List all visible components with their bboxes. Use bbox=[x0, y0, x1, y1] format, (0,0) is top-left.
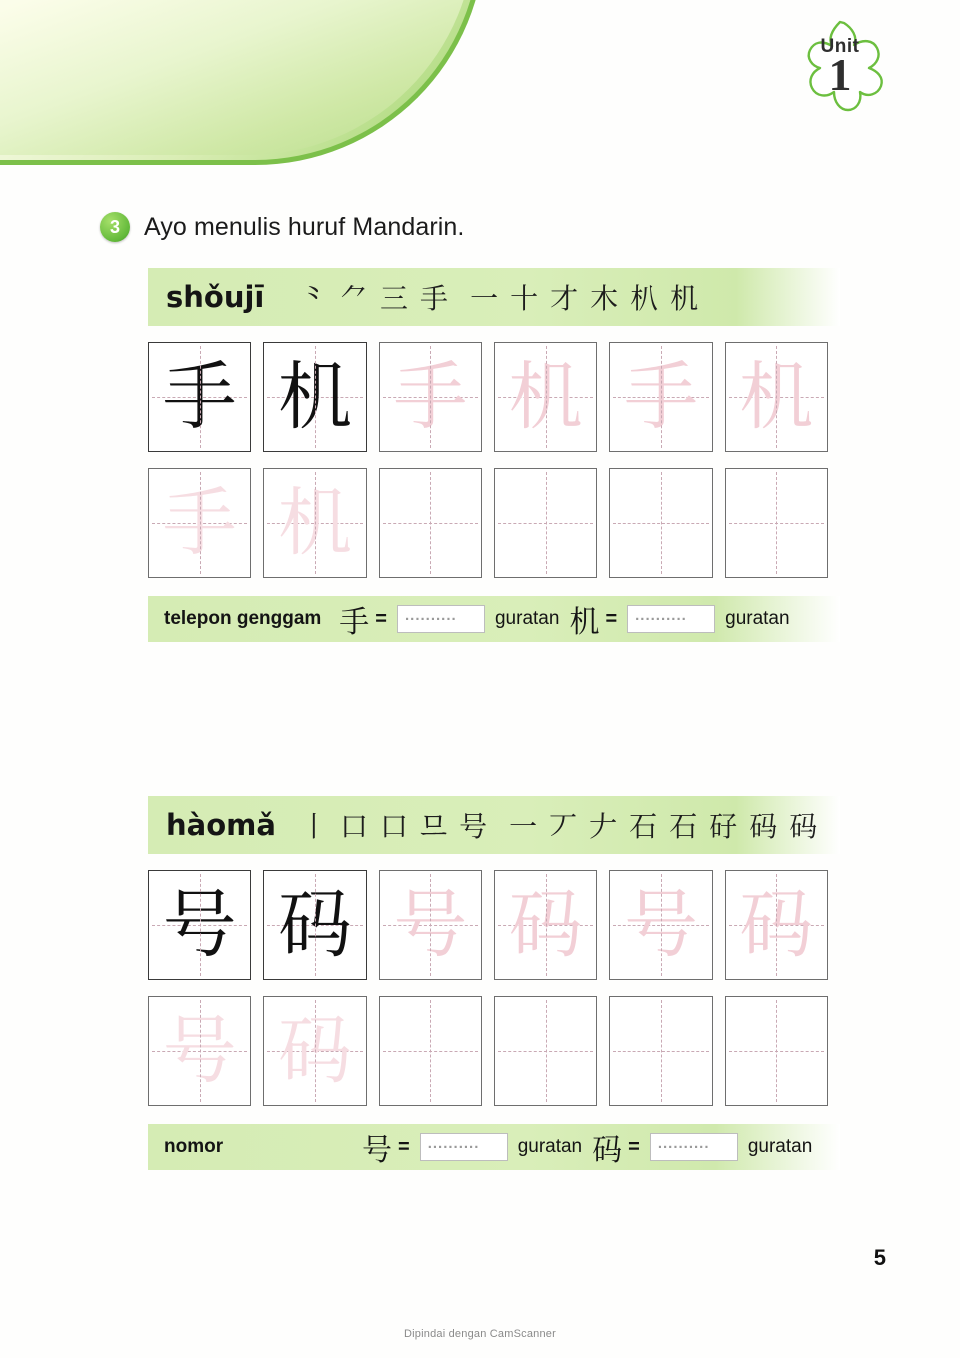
cell-character: 手 bbox=[623, 354, 698, 440]
stroke-step: 号 bbox=[459, 810, 488, 843]
stroke-step: ⺀ bbox=[300, 282, 329, 315]
decorative-green-blob bbox=[0, 0, 485, 165]
equals-sign-2: = bbox=[605, 607, 618, 630]
cell-character: 号 bbox=[162, 1008, 237, 1094]
equals-sign-1: = bbox=[398, 1135, 410, 1158]
cell-character: 码 bbox=[277, 882, 352, 968]
cell-character bbox=[495, 469, 596, 577]
character-1: 号 bbox=[362, 1133, 392, 1168]
tracing-cell[interactable] bbox=[494, 870, 597, 980]
tracing-cell[interactable] bbox=[494, 468, 597, 578]
cell-character: 手 bbox=[162, 480, 237, 566]
stroke-step: ⺈ bbox=[340, 282, 369, 315]
stroke-step: 丆 bbox=[549, 810, 578, 843]
meaning-label: nomor bbox=[164, 1136, 224, 1157]
stroke-count-strip bbox=[148, 596, 840, 642]
stroke-step: 口 bbox=[340, 810, 369, 843]
cell-character: 号 bbox=[162, 882, 237, 968]
pinyin-label: hàomǎ bbox=[166, 808, 276, 842]
unit-label-1: guratan bbox=[494, 608, 560, 629]
tracing-cell[interactable] bbox=[148, 342, 251, 452]
cell-character bbox=[726, 997, 827, 1105]
stroke-step: 机 bbox=[670, 282, 699, 315]
stroke-order-sequence bbox=[300, 805, 817, 845]
tracing-cell[interactable] bbox=[609, 468, 712, 578]
task-instruction: Ayo menulis huruf Mandarin. bbox=[144, 212, 465, 241]
tracing-cell[interactable] bbox=[148, 870, 251, 980]
cell-character bbox=[726, 469, 827, 577]
scan-watermark: Dipindai dengan CamScanner bbox=[404, 1328, 556, 1340]
tracing-cell[interactable] bbox=[148, 996, 251, 1106]
cell-character bbox=[610, 469, 711, 577]
practice-block-shouji bbox=[148, 268, 840, 642]
stroke-step: 三 bbox=[380, 282, 409, 315]
stroke-step: 𠂇 bbox=[589, 810, 618, 843]
task-heading bbox=[100, 212, 464, 242]
equals-sign-2: = bbox=[628, 1135, 640, 1158]
cell-character: 手 bbox=[393, 354, 468, 440]
pinyin-label: shǒujī bbox=[166, 280, 265, 314]
unit-number: 1 bbox=[828, 49, 852, 100]
cell-character: 机 bbox=[277, 480, 352, 566]
practice-block-haoma bbox=[148, 796, 840, 1170]
unit-label-2: guratan bbox=[747, 1136, 813, 1157]
tracing-cell[interactable] bbox=[263, 342, 366, 452]
cell-character: 码 bbox=[739, 882, 814, 968]
task-number-badge: 3 bbox=[100, 212, 130, 242]
stroke-step: 码 bbox=[749, 810, 778, 843]
stroke-count-input-1[interactable] bbox=[397, 605, 485, 633]
cell-character bbox=[495, 997, 596, 1105]
tracing-cell[interactable] bbox=[725, 342, 828, 452]
stroke-order-sequence bbox=[300, 277, 698, 317]
tracing-cell[interactable] bbox=[725, 996, 828, 1106]
stroke-count-input-1[interactable] bbox=[420, 1133, 508, 1161]
stroke-count-input-2[interactable] bbox=[650, 1133, 738, 1161]
stroke-step: 木 bbox=[590, 282, 619, 315]
stroke-count-strip bbox=[148, 1124, 840, 1170]
character-2: 机 bbox=[569, 605, 600, 640]
stroke-step: 石 bbox=[629, 810, 658, 843]
tracing-cell[interactable] bbox=[263, 996, 366, 1106]
unit-label: Unit bbox=[820, 36, 860, 57]
tracing-cell[interactable] bbox=[609, 996, 712, 1106]
unit-label-2: guratan bbox=[725, 608, 790, 629]
tracing-cell[interactable] bbox=[609, 342, 712, 452]
character-2: 码 bbox=[592, 1133, 623, 1168]
tracing-cell[interactable] bbox=[609, 870, 712, 980]
stroke-step: 므 bbox=[420, 810, 448, 843]
meaning-label: telepon genggam bbox=[164, 608, 322, 629]
tracing-cell[interactable] bbox=[379, 996, 482, 1106]
tracing-cell[interactable] bbox=[263, 468, 366, 578]
tracing-row bbox=[148, 870, 840, 980]
cell-character: 机 bbox=[508, 354, 583, 440]
unit-badge bbox=[792, 14, 888, 122]
cell-character bbox=[380, 997, 481, 1105]
stroke-step: 才 bbox=[550, 282, 579, 315]
tracing-cell[interactable] bbox=[263, 870, 366, 980]
stroke-count-input-2[interactable] bbox=[627, 605, 715, 633]
pinyin-banner bbox=[148, 268, 840, 326]
cell-character bbox=[380, 469, 481, 577]
stroke-step: 手 bbox=[420, 282, 449, 315]
equals-sign-1: = bbox=[375, 607, 387, 630]
stroke-step: 十 bbox=[510, 282, 539, 315]
tracing-cell[interactable] bbox=[379, 468, 482, 578]
cell-character: 号 bbox=[393, 882, 468, 968]
cell-character: 码 bbox=[508, 882, 583, 968]
stroke-step: 一 bbox=[470, 282, 499, 315]
tracing-row bbox=[148, 342, 840, 452]
cell-character: 机 bbox=[277, 354, 352, 440]
tracing-cell[interactable] bbox=[379, 342, 482, 452]
stroke-step: 码 bbox=[789, 810, 818, 843]
tracing-cell[interactable] bbox=[494, 996, 597, 1106]
tracing-row bbox=[148, 996, 840, 1106]
stroke-step: 一 bbox=[509, 810, 538, 843]
tracing-cell[interactable] bbox=[379, 870, 482, 980]
tracing-cell[interactable] bbox=[725, 468, 828, 578]
tracing-cell[interactable] bbox=[494, 342, 597, 452]
cell-character: 码 bbox=[277, 1008, 352, 1094]
stroke-step: 石 bbox=[669, 810, 698, 843]
stroke-step: 矷 bbox=[709, 810, 738, 843]
unit-label-1: guratan bbox=[517, 1136, 583, 1157]
character-1: 手 bbox=[339, 605, 370, 640]
page-number: 5 bbox=[873, 1245, 886, 1270]
stroke-step: 丨 bbox=[300, 810, 329, 843]
cell-character bbox=[610, 997, 711, 1105]
tracing-cell[interactable] bbox=[725, 870, 828, 980]
cell-character: 机 bbox=[739, 354, 814, 440]
stroke-step: 口 bbox=[380, 810, 409, 843]
tracing-cell[interactable] bbox=[148, 468, 251, 578]
pinyin-banner bbox=[148, 796, 840, 854]
tracing-row bbox=[148, 468, 840, 578]
stroke-step: 朳 bbox=[630, 282, 659, 315]
cell-character: 手 bbox=[162, 354, 237, 440]
cell-character: 号 bbox=[623, 882, 698, 968]
